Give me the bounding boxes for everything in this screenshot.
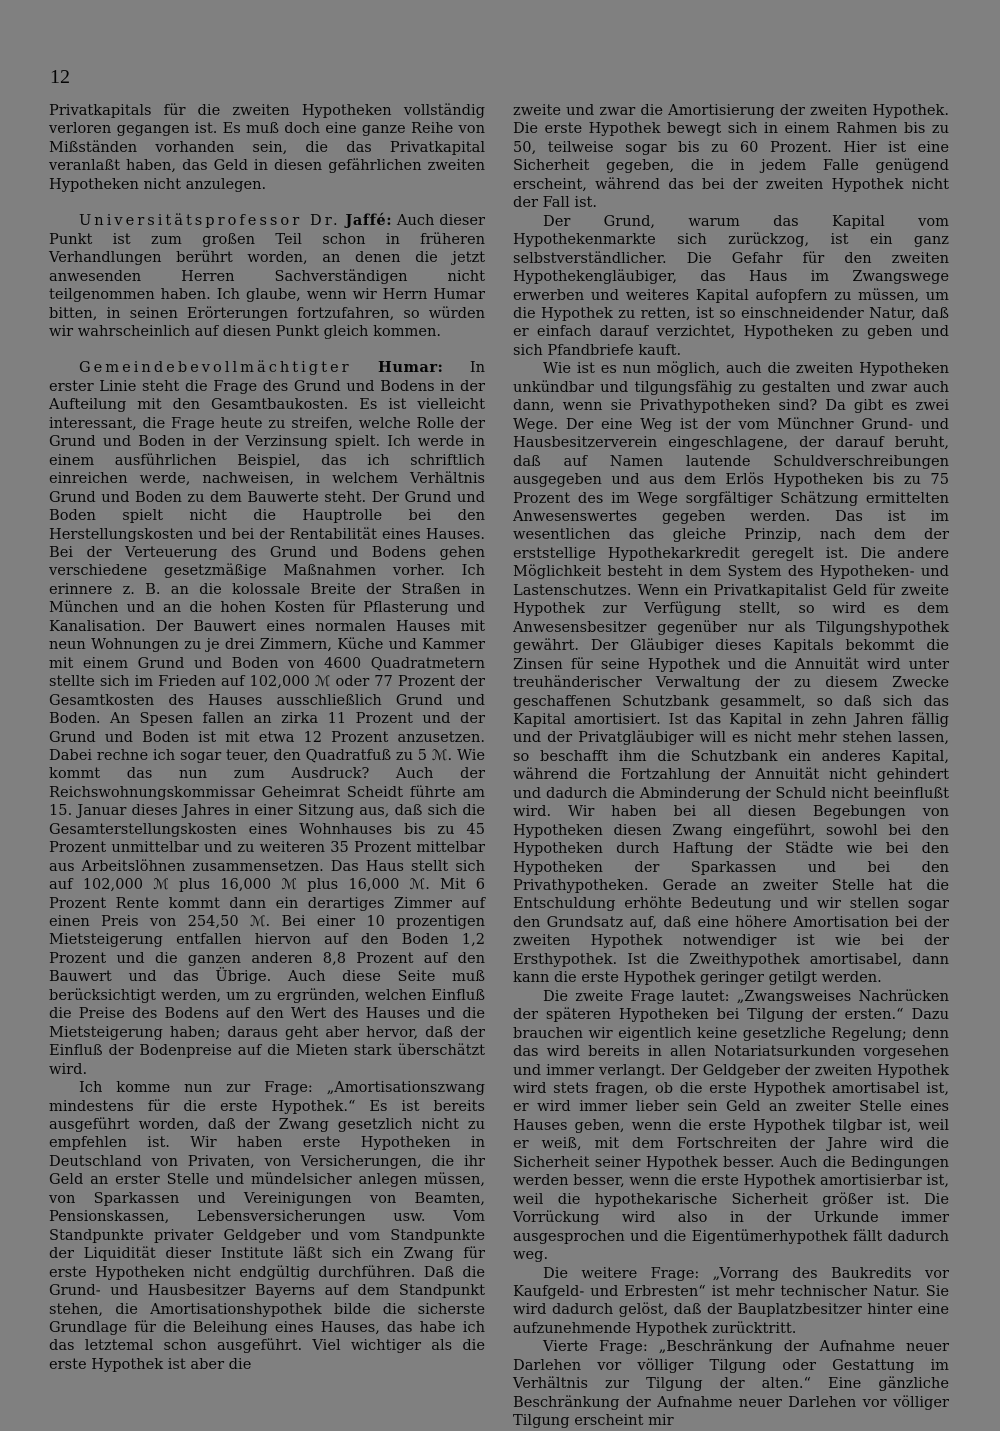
paragraph-text: In erster Linie steht die Frage des Grund und Bodens in der Aufteilung mit den Gesamtbaukosten. Es ist vielleicht interessant, die Frage heute zu streifen, welche Rolle der Grund und Boden in der Verzinsung spielt. Ich werde in einem ausführlichen Beispiel, das ich schriftlich einreichen werde, nachweisen, in welchem Verhältnis Grund und Boden zu dem Bauwerte steht. Der Grund und Boden spielt nicht die Hauptrolle bei den Herstellungskosten und bei der Rentabilität eines Hauses. Bei der Verteuerung des Grund und Bodens gehen verschiedene gesetzmäßige Maßnahmen vorher. Ich erinnere z. B. an die kolossale Breite der Straßen in München und an die hohen Kosten für Pflasterung und Kanalisation. Der Bauwert eines normalen Hauses mit neun Wohnungen zu je drei Zimmern, Küche und Kammer mit einem Grund und Boden von 4600 Quadratmetern stellte sich im Frieden auf 102,000 ℳ oder 77 Prozent der Gesamtkosten des Hauses ausschließlich Grund und Boden. An Spesen fallen an zirka 11 Prozent und der Grund und Boden ist mit etwa 12 Prozent anzusetzen. Dabei rechne ich sogar teuer, den Quadratfuß zu 5 ℳ. Wie kommt das nun zum Ausdruck? Auch der Reichswohnungskommissar Geheimrat Scheidt führte am 15. Januar dieses Jahres in einer Sitzung aus, daß sich die Gesamterstellungskosten eines Wohnhauses bis zu 45 Prozent unmittelbar und zu weiteren 35 Prozent mittelbar aus Arbeitslöhnen zusammensetzen. Das Haus stellt sich auf 102,000 ℳ plus 16,000 ℳ plus 16,000 ℳ. Mit 6 Prozent Rente kommt dann ein derartiges Zimmer auf einen Preis von 254,50 ℳ. Bei einer 10 prozentigen Mietsteigerung entfallen hiervon auf den Boden 1,2 Prozent und die ganzen anderen 8,8 Prozent auf den Bauwert und das Übrige. Auch diese Seite muß berücksichtigt werden, um zu ergründen, welchen Einfluß die Preise des Bodens auf den Wert des Hauses und die Mietsteigerung haben; daraus geht aber hervor, daß der Einfluß der Bodenpreise auf die Mieten stark überschätzt wird. [49, 359, 486, 1078]
paragraph: zweite und zwar die Amortisierung der zweiten Hypothek. Die erste Hypothek bewegt sich in einem Rahmen bis zu 50, teilweise sogar bis zu 60 Prozent. Hier ist eine Sicherheit gegeben, die in jedem Falle genügend erscheint, während das bei der zweiten Hypothek nicht der Fall ist. [513, 102, 949, 212]
paragraph: Ich komme nun zur Frage: „Amortisationszwang mindestens für die erste Hypothek.“ Es ist bereits ausgeführt worden, daß der Zwang gesetzlich nicht zu empfehlen ist. Wir haben erste Hypotheken in Deutschland von Privaten, von Versicherungen, die ihr Geld an erster Stelle und mündelsicher anlegen müssen, von Sparkassen und Vereinigungen von Beamten, Pensionskassen, Lebensversicherungen usw. Vom Standpunkte privater Geldgeber und vom Standpunkte der Liquidität dieser Institute läßt sich ein Zwang für erste Hypotheken nicht endgültig durchführen. Daß die Grund- und Hausbesitzer Bayerns auf dem Standpunkt stehen, die Amortisationshypothek bilde die sicherste Grundlage für die Beleihung eines Hauses, das habe ich das letztemal schon ausgeführt. Viel wichtiger als die erste Hypothek ist aber die [49, 1079, 485, 1373]
left-column [49, 102, 485, 1374]
speaker-name: Humar: [378, 359, 444, 377]
speaker-name: Jaffé: [345, 212, 393, 230]
right-column [513, 102, 949, 1431]
paragraph-text: Auch dieser Punkt ist zum großen Teil schon in früheren Verhandlungen berührt worden, an denen die jetzt anwesenden Herren Sachverständigen nicht teilgenommen haben. Ich glaube, wenn wir Herrn Humar bitten, in seinen Erörterungen fortzufahren, so würden wir wahrscheinlich auf diesen Punkt gleich kommen. [49, 212, 485, 340]
paragraph: Wie ist es nun möglich, auch die zweiten Hypotheken unkündbar und tilgungsfähig zu gestalten und zwar auch dann, wenn sie Privathypotheken sind? Da gibt es zwei Wege. Der eine Weg ist der vom Münchner Grund- und Hausbesitzerverein eingeschlagene, der darauf beruht, daß auf Namen lautende Schuldverschreibungen ausgegeben und aus dem Erlös Hypotheken bis zu 75 Prozent des im Wege sorgfältiger Schätzung ermittelten Anwesenswertes gegeben werden. Das ist im wesentlichen das gleiche Prinzip, nach dem der erststellige Hypothekarkredit geregelt ist. Die andere Möglichkeit besteht in dem System des Hypotheken- und Lastenschutzes. Wenn ein Privatkapitalist Geld für zweite Hypothek zur Verfügung stellt, so wird es dem Anwesensbesitzer gegenüber nur als Tilgungshypothek gewährt. Der Gläubiger dieses Kapitals bekommt die Zinsen für seine Hypothek und die Annuität wird unter treuhänderischer Verwaltung der zu diesem Zwecke geschaffenen Schutzbank gesammelt, so daß sich das Kapital amortisiert. Ist das Kapital in zehn Jahren fällig und der Privatgläubiger will es nicht mehr stehen lassen, so beschafft ihm die Schutzbank ein anderes Kapital, während die Fortzahlung der Annuität nicht gehindert und dadurch die Abminderung der Schuld nicht beeinflußt wird. Wir haben bei all diesen Begebungen von Hypotheken diesen Zwang eingeführt, sowohl bei den Hypotheken durch Haftung der Städte wie bei den Hypotheken der Sparkassen und bei den Privathypotheken. Gerade an zweiter Stelle hat die Entschuldung erhöhte Bedeutung und wir stellen sogar den Grundsatz auf, daß eine höhere Amortisation bei der zweiten Hypothek notwendiger ist wie bei der Ersthypothek. Ist die Zweithypothek amortisabel, dann kann die erste Hypothek geringer getilgt werden. [513, 360, 949, 987]
paragraph: Vierte Frage: „Beschränkung der Aufnahme neuer Darlehen vor völliger Tilgung oder Gestattung im Verhältnis zur Tilgung der alten.“ Eine gänzliche Beschränkung der Aufnahme neuer Darlehen vor völliger Tilgung erscheint mir [513, 1338, 949, 1430]
paragraph [49, 359, 485, 1079]
paragraph: Der Grund, warum das Kapital vom Hypothekenmarkte sich zurückzog, ist ein ganz selbstverständlicher. Die Gefahr für den zweiten Hypothekengläubiger, das Haus im Zwangswege erwerben und weiteres Kapital aufopfern zu müssen, um die Hypothek zu retten, ist so einschneidender Natur, daß er einfach darauf verzichtet, Hypotheken zu geben und sich Pfandbriefe kauft. [513, 212, 949, 359]
page-number: 12 [50, 66, 70, 88]
speaker-title: Universitätsprofessor Dr. [79, 212, 341, 230]
speaker-title: Gemeindebevollmächtigter [79, 359, 352, 377]
paragraph [49, 212, 485, 341]
paragraph: Privatkapitals für die zweiten Hypotheken vollständig verloren gegangen ist. Es muß doch eine ganze Reihe von Mißständen vorhanden sein, die das Privatkapital veranlaßt haben, das Geld in diesen gefährlichen zweiten Hypotheken nicht anzulegen. [49, 102, 485, 193]
paragraph: Die zweite Frage lautet: „Zwangsweises Nachrücken der späteren Hypotheken bei Tilgung der ersten.“ Dazu brauchen wir eigentlich keine gesetzliche Regelung; denn das wird bereits in allen Notariatsurkunden vorgesehen und immer verlangt. Der Geldgeber der zweiten Hypothek wird stets fragen, ob die erste Hypothek amortisabel ist, er wird immer lieber sein Geld an zweiter Stelle eines Hauses geben, wenn die erste Hypothek tilgbar ist, weil er weiß, mit dem Fortschreiten der Jahre wird die Sicherheit seiner Hypothek besser. Auch die Bedingungen werden besser, wenn die erste Hypothek amortisierbar ist, weil die hypothekarische Sicherheit größer ist. Die Vorrückung wird also in der Urkunde immer ausgesprochen und die Eigentümerhypothek fällt dadurch weg. [513, 987, 949, 1264]
paragraph: Die weitere Frage: „Vorrang des Baukredits vor Kaufgeld- und Erbresten“ ist mehr technischer Natur. Sie wird dadurch gelöst, daß der Bauplatzbesitzer hinter eine aufzunehmende Hypothek zurücktritt. [513, 1264, 949, 1337]
